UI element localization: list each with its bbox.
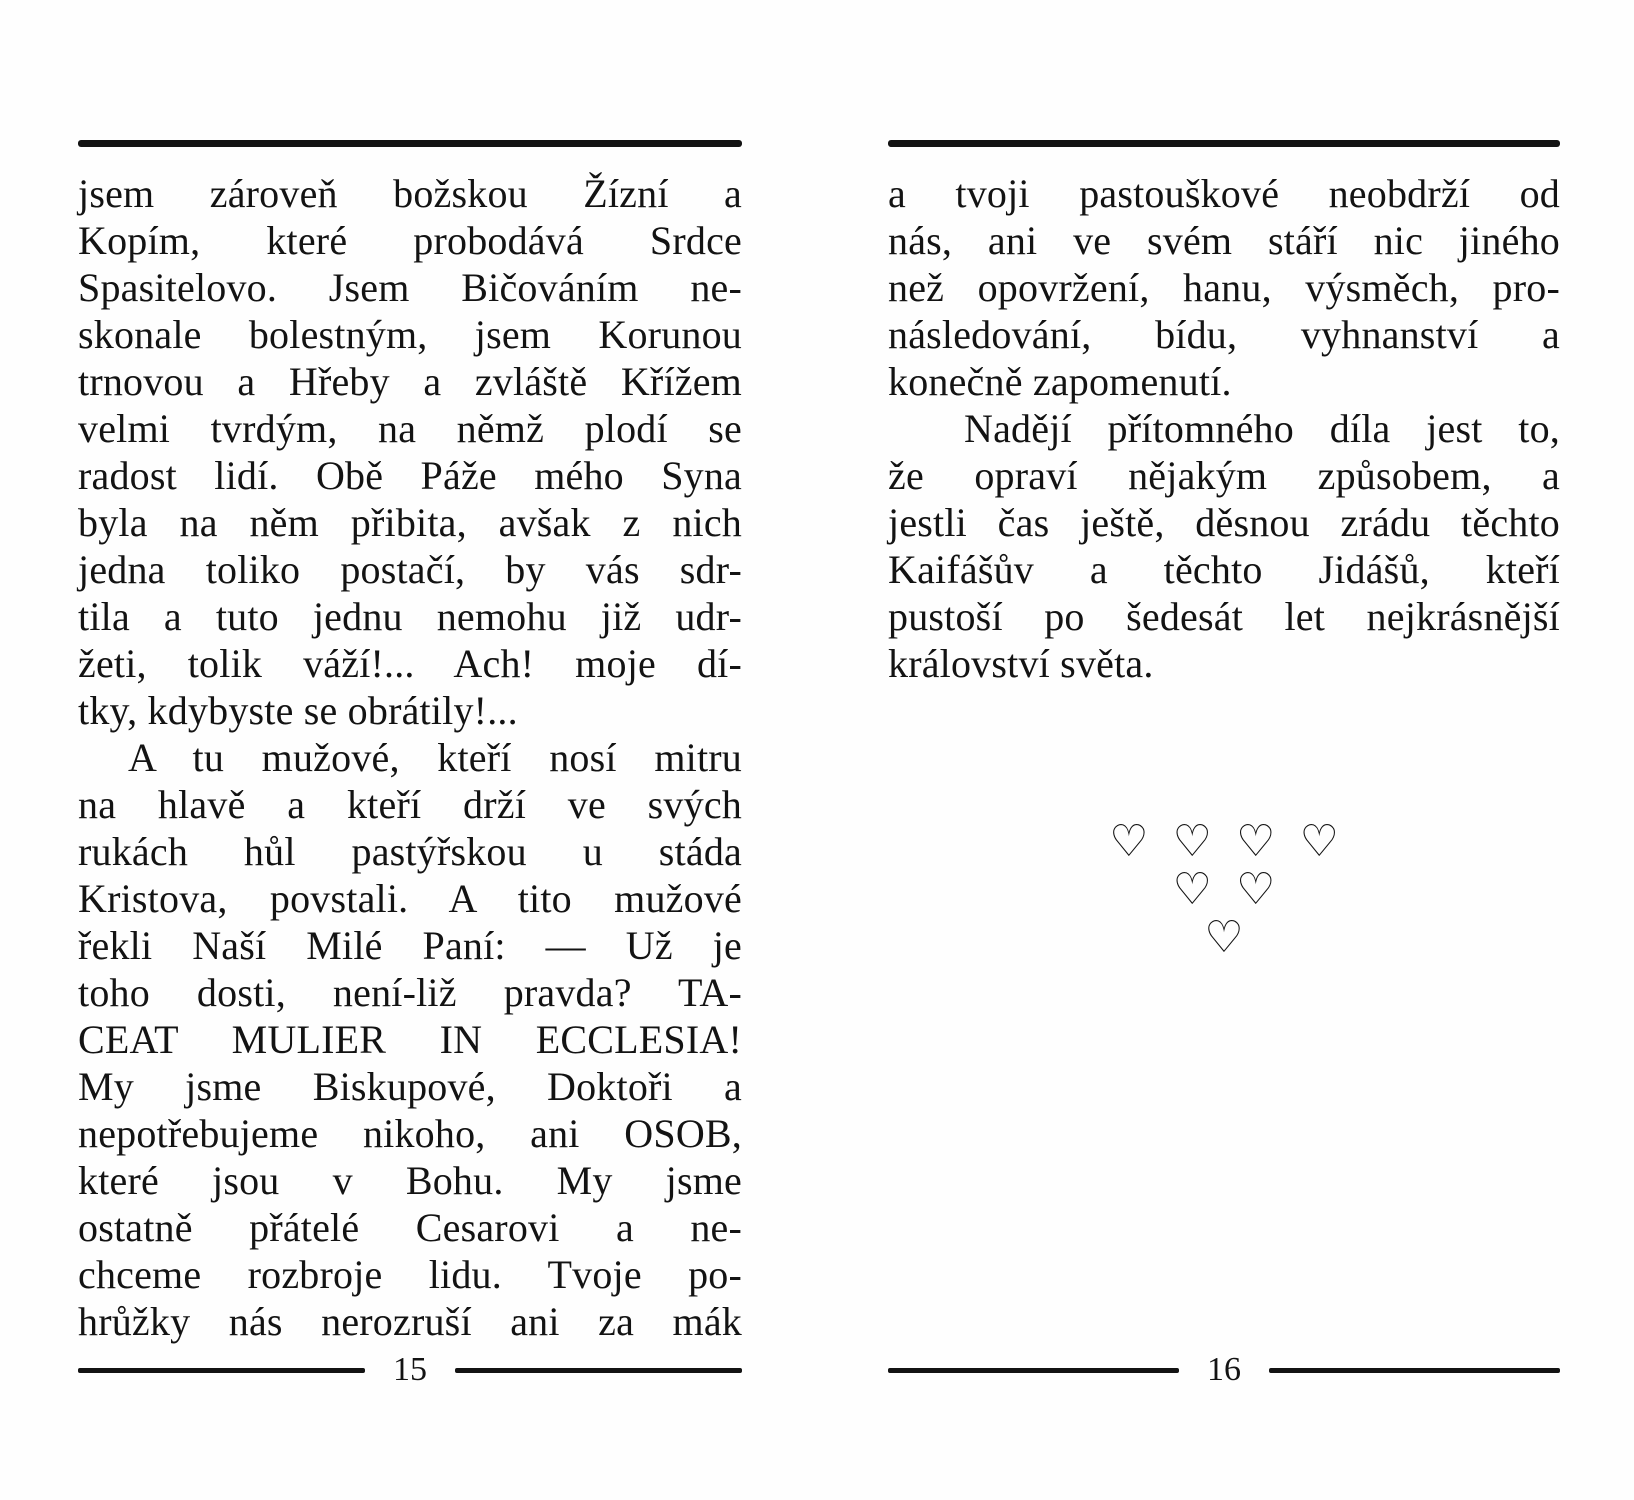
page-top-rule <box>888 140 1560 147</box>
text-line: nepotřebujeme nikoho, ani OSOB, <box>78 1111 742 1156</box>
text-line: jsem zároveň božskou Žízní a <box>78 171 742 216</box>
text-line: království světa. <box>888 641 1154 686</box>
text-line: tky, kdybyste se obrátily!... <box>78 688 518 733</box>
text-line: že opraví nějakým způsobem, a <box>888 453 1560 498</box>
text-line: trnovou a Hřeby a zvláště Křížem <box>78 359 742 404</box>
page-footer <box>78 1352 742 1388</box>
hearts-row <box>1173 866 1276 914</box>
text-line: následování, bídu, vyhnanství a <box>888 312 1560 357</box>
text-line: tila a tuto jednu nemohu již udr- <box>78 594 742 639</box>
text-line: na hlavě a kteří drží ve svých <box>78 782 742 827</box>
page-footer <box>888 1352 1560 1388</box>
page-top-rule <box>78 140 742 147</box>
text-line: Kristova, povstali. A tito mužové <box>78 876 742 921</box>
text-line: jedna toliko postačí, by vás sdr- <box>78 547 742 592</box>
text-line: CEAT MULIER IN ECCLESIA! <box>78 1017 742 1062</box>
text-line: rukách hůl pastýřskou u stáda <box>78 829 742 874</box>
text-line: a tvoji pastouškové neobdrží od <box>888 171 1560 216</box>
text-line: radost lidí. Obě Páže mého Syna <box>78 453 742 498</box>
text-line: Kaifášův a těchto Jidášů, kteří <box>888 547 1560 592</box>
page-text-block <box>78 170 742 1345</box>
heart-icon: ♡ <box>1236 864 1276 915</box>
hearts-row <box>1204 914 1243 962</box>
text-line: My jsme Biskupové, Doktoři a <box>78 1064 742 1109</box>
footer-rule-right <box>455 1368 742 1373</box>
footer-rule-left <box>78 1368 365 1373</box>
text-line: skonale bolestným, jsem Korunou <box>78 312 742 357</box>
text-line: jestli čas ještě, děsnou zrádu těchto <box>888 500 1560 545</box>
page-right <box>888 140 1560 1388</box>
text-line: než opovržení, hanu, výsměch, pro- <box>888 265 1560 310</box>
text-line: byla na něm přibita, avšak z nich <box>78 500 742 545</box>
text-line: Nadějí přítomného díla jest to, <box>964 406 1560 451</box>
text-line: nás, ani ve svém stáří nic jiného <box>888 218 1560 263</box>
text-line: ostatně přátelé Cesarovi a ne- <box>78 1205 742 1250</box>
footer-rule-right <box>1269 1368 1560 1373</box>
heart-icon: ♡ <box>1172 816 1212 867</box>
page-text-block <box>888 170 1560 687</box>
text-line: konečně zapomenutí. <box>888 359 1232 404</box>
footer-rule-left <box>888 1368 1179 1373</box>
page-number: 16 <box>1207 1351 1241 1388</box>
heart-icon: ♡ <box>1299 816 1339 867</box>
heart-icon: ♡ <box>1109 816 1149 867</box>
text-line: toho dosti, není-liž pravda? TA- <box>78 970 742 1015</box>
text-line: Kopím, které probodává Srdce <box>78 218 742 263</box>
hearts-decoration <box>888 818 1560 962</box>
heart-icon: ♡ <box>1204 912 1244 963</box>
hearts-row <box>1109 818 1339 866</box>
text-line: velmi tvrdým, na němž plodí se <box>78 406 742 451</box>
text-line: Spasitelovo. Jsem Bičováním ne- <box>78 265 742 310</box>
page-left <box>78 140 742 1388</box>
text-line: hrůžky nás nerozruší ani za mák <box>78 1299 742 1344</box>
text-line: chceme rozbroje lidu. Tvoje po- <box>78 1252 742 1297</box>
heart-icon: ♡ <box>1236 816 1276 867</box>
heart-icon: ♡ <box>1172 864 1212 915</box>
text-line: které jsou v Bohu. My jsme <box>78 1158 742 1203</box>
text-line: řekli Naší Milé Paní: — Už je <box>78 923 742 968</box>
text-line: pustoší po šedesát let nejkrásnější <box>888 594 1560 639</box>
page-number: 15 <box>393 1351 427 1388</box>
text-line: A tu mužové, kteří nosí mitru <box>128 735 742 780</box>
text-line: žeti, tolik váží!... Ach! moje dí- <box>78 641 742 686</box>
